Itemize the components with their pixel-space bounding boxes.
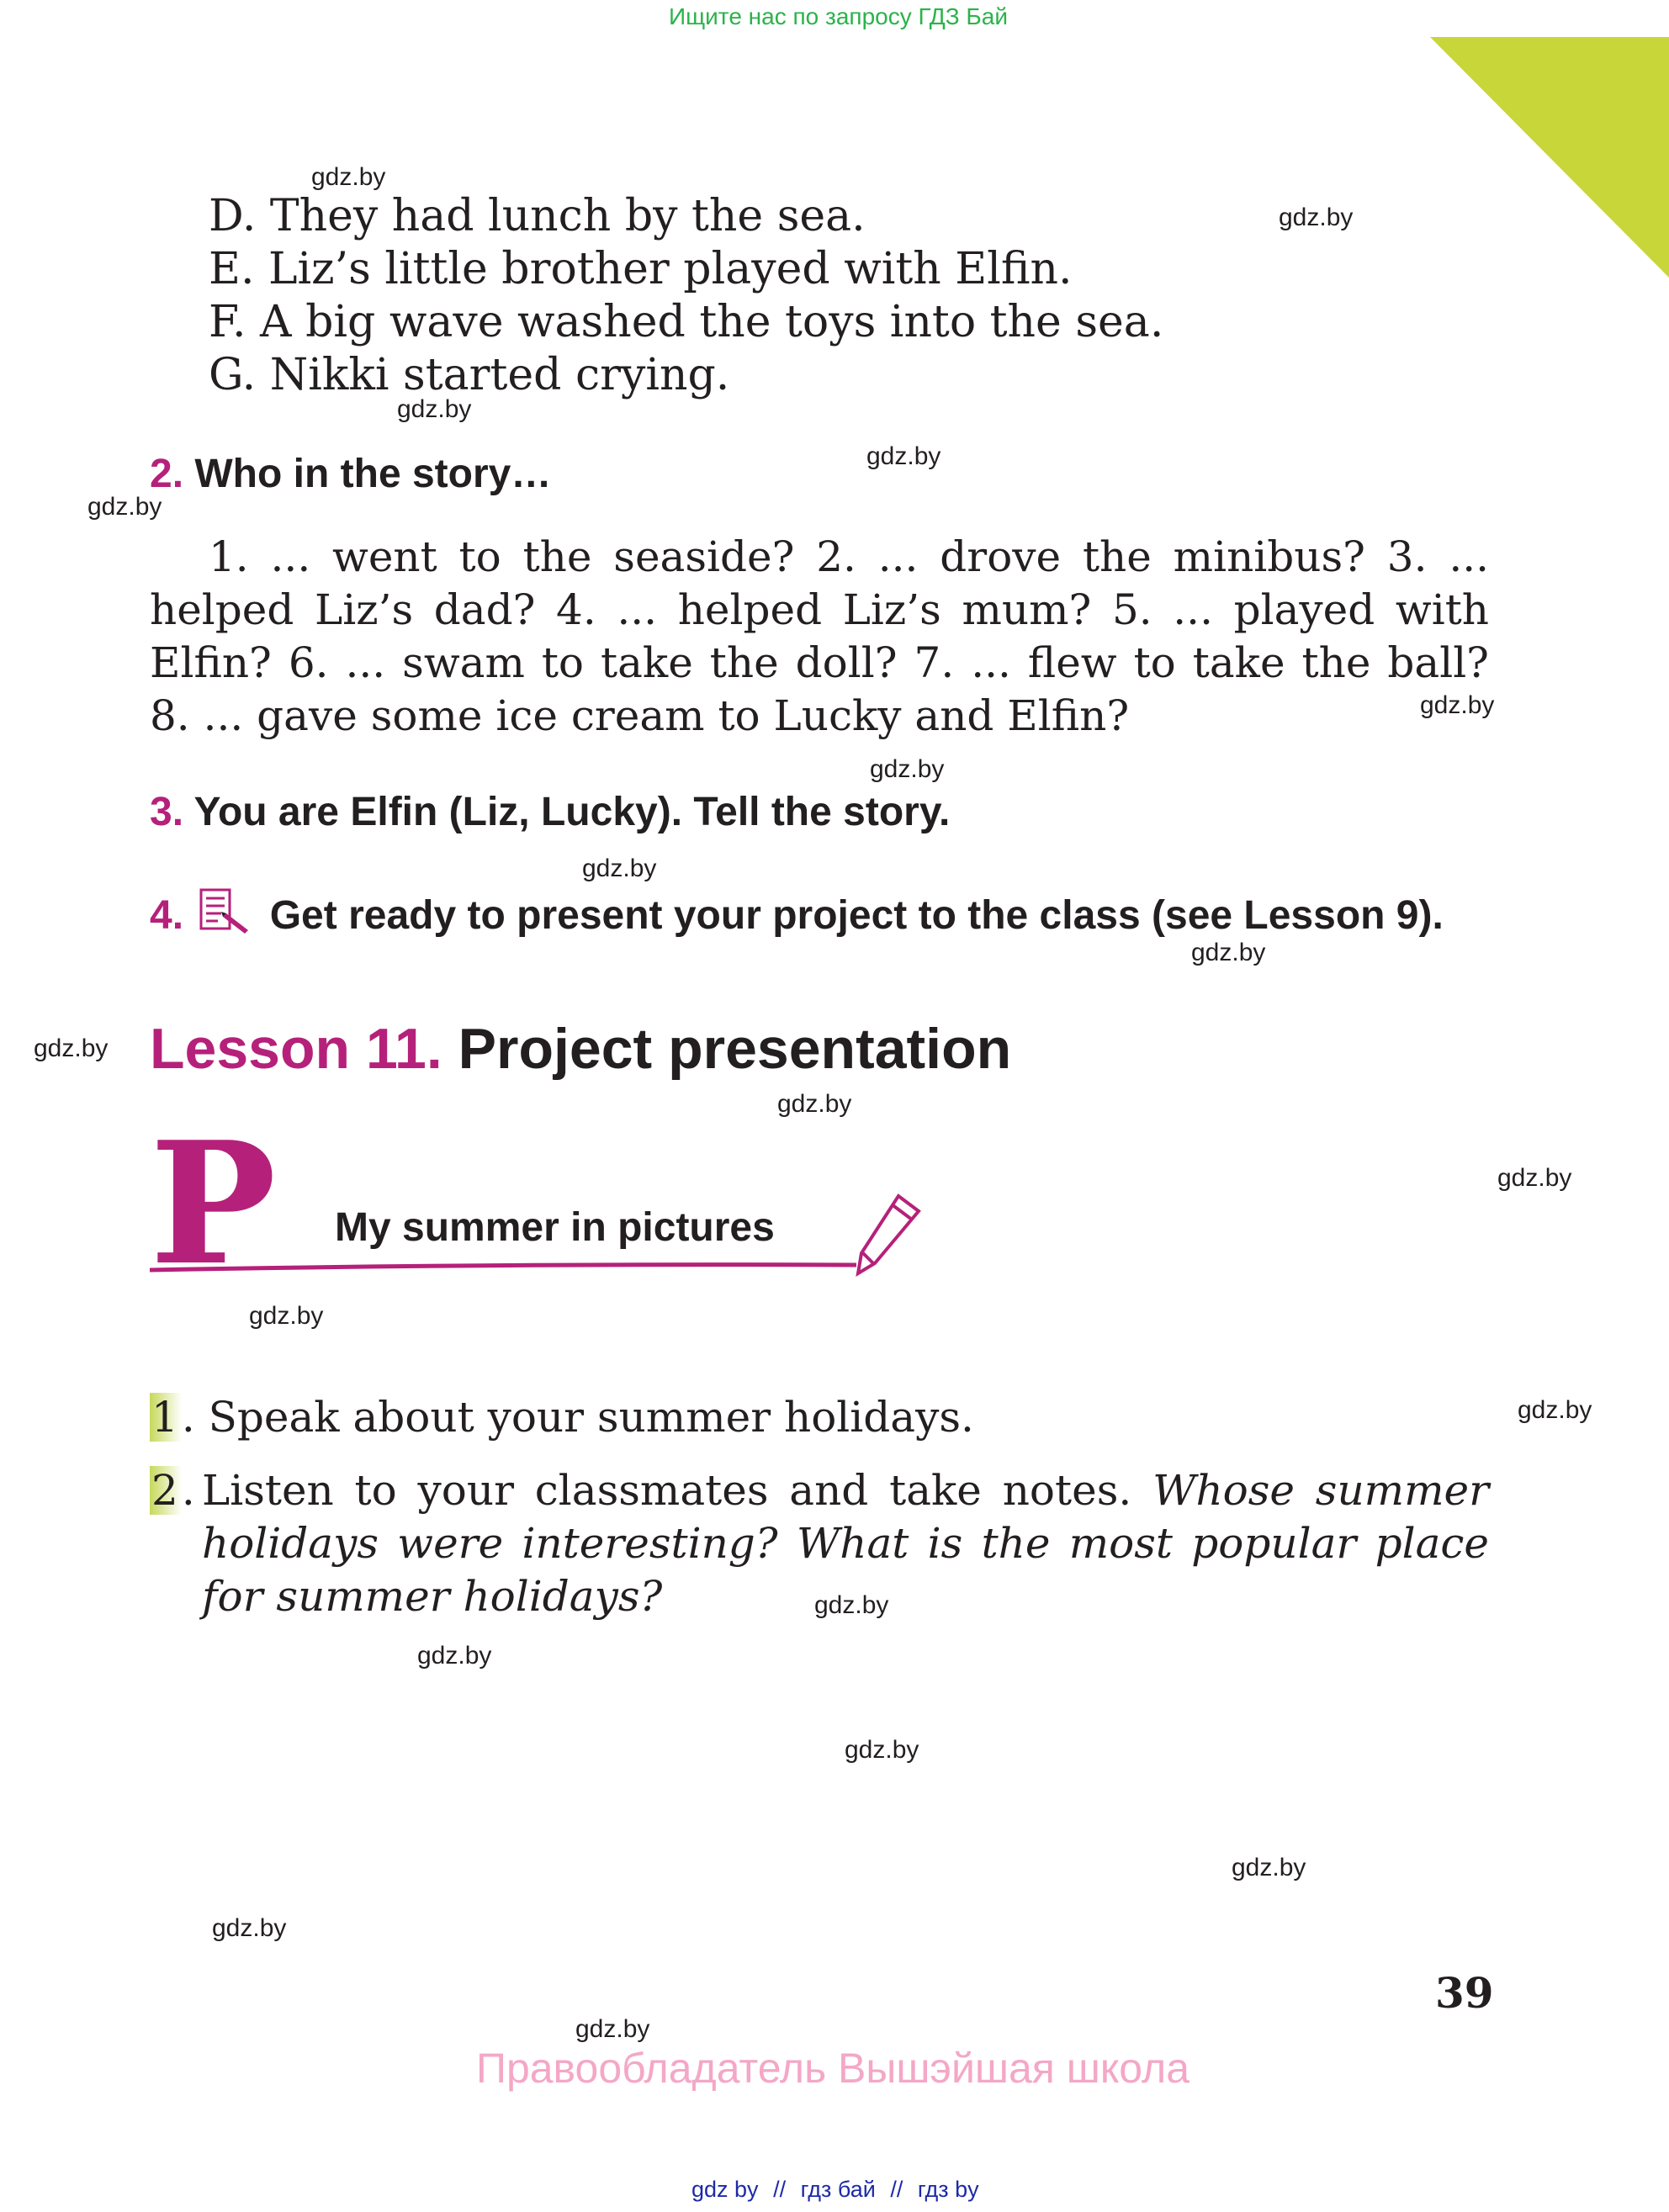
exercise-1-text: Speak about your summer holidays. xyxy=(208,1393,974,1442)
lesson-heading xyxy=(150,1016,1011,1082)
watermark: gdz.by xyxy=(1232,1854,1306,1881)
watermark: gdz.by xyxy=(397,395,472,423)
task-2-heading xyxy=(150,451,551,497)
page-number: 39 xyxy=(1435,1968,1494,2018)
footer-separator: // xyxy=(773,2177,787,2202)
watermark: gdz.by xyxy=(1279,204,1354,231)
exercise-2-number: 2 xyxy=(150,1466,182,1515)
watermark: gdz.by xyxy=(575,2015,650,2043)
footer-link-1[interactable]: gdz by xyxy=(691,2177,759,2202)
watermark: gdz.by xyxy=(417,1642,492,1670)
exercise-1: 1. Speak about your summer holidays. xyxy=(151,1393,974,1442)
watermark: gdz.by xyxy=(1497,1164,1572,1192)
pencil-icon xyxy=(855,1193,930,1277)
task-4-text: Get ready to present your project to the class (see Lesson 9). xyxy=(269,893,1444,938)
footer-link-3[interactable]: гдз by xyxy=(917,2177,979,2202)
watermark: gdz.by xyxy=(1420,691,1495,719)
watermark: gdz.by xyxy=(845,1736,919,1764)
watermark: gdz.by xyxy=(814,1591,889,1619)
footer-separator: // xyxy=(890,2177,903,2202)
ex1-item-f: F. A big wave washed the toys into the sea. xyxy=(209,297,1164,347)
watermark: gdz.by xyxy=(34,1035,109,1062)
exercise-2: 2. Listen to your classmates and take notes. Whose summer holidays were interesting? What is the most popular place for summer holidays? xyxy=(151,1466,1489,1621)
project-title: My summer in pictures xyxy=(335,1205,775,1250)
task-4-number: 4. xyxy=(150,893,184,938)
banner-underline xyxy=(150,1233,924,1300)
task-3-heading xyxy=(150,789,950,835)
watermark: gdz.by xyxy=(249,1302,324,1330)
watermark: gdz.by xyxy=(1518,1396,1592,1424)
corner-decoration xyxy=(1430,37,1669,278)
exercise-2-italic: Whose summer holidays were interesting? What is the most popular place for summer holidays? xyxy=(202,1466,1489,1621)
watermark: gdz.by xyxy=(212,1914,287,1942)
writing-notebook-icon xyxy=(198,888,255,934)
footer-link-2[interactable]: гдз бай xyxy=(800,2177,876,2202)
footer-links xyxy=(691,2177,979,2203)
project-banner xyxy=(150,1105,924,1303)
watermark: gdz.by xyxy=(777,1090,852,1118)
ex1-item-d: D. They had lunch by the sea. xyxy=(209,191,866,241)
watermark: gdz.by xyxy=(87,493,162,521)
watermark: gdz.by xyxy=(582,855,657,882)
watermark: gdz.by xyxy=(1191,939,1266,966)
watermark: gdz.by xyxy=(866,442,941,470)
lesson-number: Lesson 11. xyxy=(150,1017,442,1081)
lesson-title: Project presentation xyxy=(458,1017,1012,1081)
exercise-2-text: Listen to your classmates and take notes. xyxy=(202,1466,1132,1515)
task-2-text: Who in the story… xyxy=(194,452,552,496)
exercise-1-number: 1 xyxy=(150,1393,182,1442)
task-2-questions: 1. ... went to the seaside? 2. ... drove the minibus? 3. ... helped Liz’s dad? 4. ... helped Liz’s mum? 5. ... played with Elfin? 6. ... swam to take the doll? 7. ... flew to take the ball? 8. ... gave some ice cream to Lucky and Elfin? xyxy=(150,532,1489,740)
watermark: gdz.by xyxy=(870,755,945,783)
top-search-link[interactable]: Ищите нас по запросу ГДЗ Бай xyxy=(669,3,1009,29)
watermark: gdz.by xyxy=(311,163,386,191)
ex1-item-g: G. Nikki started crying. xyxy=(209,350,730,400)
task-3-number: 3. xyxy=(150,790,184,834)
task-4-heading xyxy=(150,888,1444,939)
copyright-notice: Правообладатель Вышэйшая школа xyxy=(476,2045,1189,2092)
task-3-text: You are Elfin (Liz, Lucky). Tell the story. xyxy=(193,790,951,834)
task-2-number: 2. xyxy=(150,452,184,496)
ex1-item-e: E. Liz’s little brother played with Elfin. xyxy=(209,244,1073,294)
project-letter: P xyxy=(150,1105,277,1303)
